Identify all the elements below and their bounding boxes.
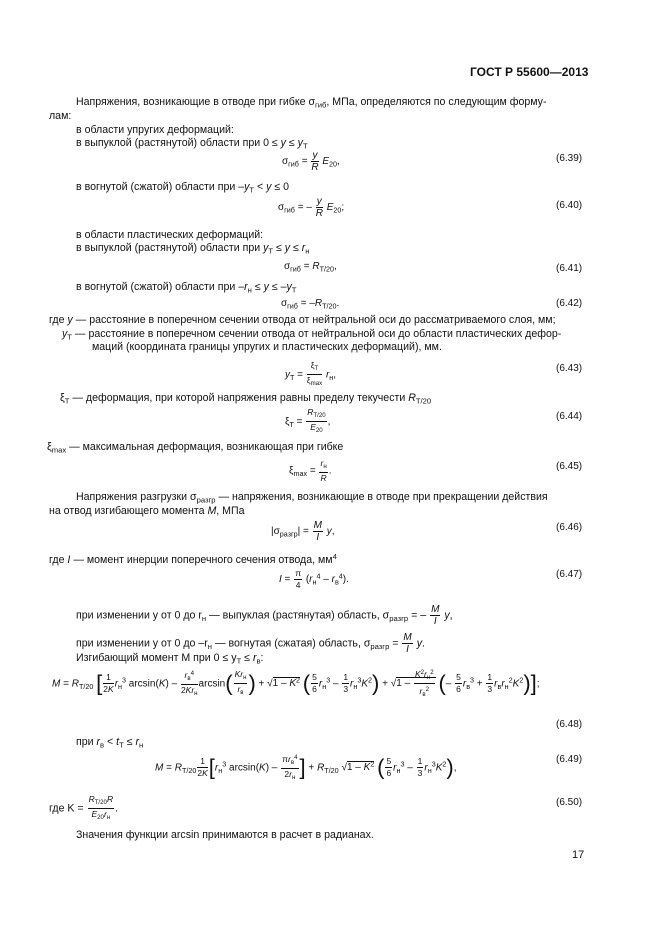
eq-number-6-48: (6.48)	[556, 719, 583, 730]
formula-6-41: $\sigma_{гиб} = R_{Т/20}$,	[284, 261, 337, 274]
elastic-heading: в области упругих деформаций:	[76, 124, 234, 136]
formula-6-46: $|\sigma_{разгр}|$ = $\frac{M}{I}$ y,	[271, 520, 335, 543]
eq-number-6-42: (6.42)	[556, 298, 583, 309]
formula-6-48: $M = R_{Т/20}$ [ $\frac{1}{2K}$ $r_н^3$ arcsin(K) – $\frac{r_в^4}{2Kr_н}$ arcsin( $\frac{Kr_н}{r_в}$ ) + $√1 - K^2$ ( $\frac{5}{6}$ $r_н^3$ – $\frac{1}{3}$ $r_н^3K^2) + √1$ – $\frac{K^2r_н^2}{r_в^2}$ (– $\frac{5}{6}$ $r_в^3$ + $\frac{1}{3}$ $r_вr_н^2K^2$)];	[52, 669, 540, 699]
eq-number-6-45: (6.45)	[556, 461, 583, 472]
def-inertia: где I — момент инерции поперечного сечения отвода, $мм^4$	[49, 552, 337, 566]
eq-number-6-41: (6.41)	[556, 263, 583, 274]
convex-plastic-text: в выпуклой (растянутой) области при $y_Т \le y \le r_н$	[76, 242, 310, 256]
plastic-heading: в области пластических деформаций:	[76, 229, 264, 241]
eq-number-6-39: (6.39)	[556, 153, 583, 164]
formula-6-42: $\sigma_{гиб} = -R_{Т/20}$.	[281, 298, 340, 311]
formula-6-43: $y_Т$ = $\frac{\xi_Т}{\xi_{max}}$ $r_н$,	[285, 360, 337, 388]
formula-6-45: $\xi_{max}$ = $\frac{r_н}{R}$ .	[289, 458, 332, 484]
def-yT-line-1: $y_Т$ — расстояние в поперечном сечении отвода от нейтральной оси до области пластических дефор-	[62, 328, 562, 342]
eq-number-6-44: (6.44)	[556, 411, 583, 422]
def-xiT: $\xi_Т$ — деформация, при которой напряжения равны пределу текучести $R_{Т/20}$	[60, 392, 432, 406]
eq-number-6-40: (6.40)	[556, 200, 583, 211]
closing-text: Значения функции arcsin принимаются в расчет в радианах.	[76, 829, 374, 841]
when-condition: при $r_в < t_Т \le r_н$	[76, 736, 144, 750]
formula-6-39: $\sigma_{гиб}$ = $\frac{y}{R}$ $E_{20}$,	[282, 150, 340, 173]
def-yT-line-2: маций (координата границы упругих и пластических деформаций), мм.	[92, 341, 442, 353]
eq-number-6-50: (6.50)	[556, 797, 583, 808]
eq-number-6-43: (6.43)	[556, 363, 583, 374]
eq-number-6-47: (6.47)	[556, 569, 583, 580]
page-number: 17	[572, 849, 585, 861]
formula-6-49: $M = R_{Т/20}$ $\frac{1}{2K}$ [$r_н^3$ arcsin(K) – $\frac{\pi r_в^4}{2r_н}$ ] + $R_{Т/20}$ $√1 - K^2$ ( $\frac{5}{6}$ $r_н^3$ – $\frac{1}{3}$ $r_н^3K^2$),	[155, 754, 457, 782]
case-concave: при изменении y от 0 до $-r_н$ — вогнутая (сжатая) область, $\sigma_{разгр}$ = $\frac{M}{I}$ y.	[76, 632, 425, 655]
intro-line-1: Напряжения, возникающие в отводе при гибке $\sigma_{гиб}$, МПа, определяются по следующим форму-	[76, 96, 547, 110]
concave-plastic-text: в вогнутой (сжатой) области при $-r_н \le y \le -y_Т$	[76, 281, 297, 295]
def-ximax: $\xi_{max}$ — максимальная деформация, возникающая при гибке	[47, 441, 344, 455]
eq-number-6-46: (6.46)	[556, 522, 583, 533]
case-convex: при изменении y от 0 до $r_н$ — выпуклая (растянутая) область, $\sigma_{разгр}$ = – $\frac{M}{I}$ y,	[76, 604, 453, 627]
formula-6-40: $\sigma_{гиб}$ = – $\frac{y}{R}$ $E_{20}$;	[278, 196, 345, 219]
formula-6-44: $\xi_Т$ = $\frac{R_{Т/20}}{E_{20}}$ ,	[285, 407, 331, 435]
intro-line-2: лам:	[49, 110, 72, 122]
eq-number-6-49: (6.49)	[556, 754, 583, 765]
unloading-line-1: Напряжения разгрузки $\sigma_{разгр}$ — напряжения, возникающие в отводе при прекращении действия	[76, 491, 548, 505]
def-y: где y — расстояние в поперечном сечении отвода от нейтральной оси до рассматриваемого слоя, мм;	[49, 314, 556, 326]
concave-elastic-text: в вогнутой (сжатой) области при $-y_Т < y \le 0$	[76, 181, 290, 195]
moment-heading: Изгибающий момент M при $0 \le y_Т \le r_в$:	[76, 652, 264, 666]
formula-6-50: где K = $\frac{R_{Т/20}R}{E_{20}r_н}$ .	[49, 794, 119, 822]
convex-elastic-text: в выпуклой (растянутой) области при $0 \le y \le y_Т$	[76, 137, 308, 151]
document-header: ГОСТ Р 55600—2013	[470, 65, 589, 79]
formula-6-47: I = $\frac{\pi}{4}$ $(r_н^4 - r_в^4)$.	[279, 568, 349, 590]
unloading-line-2: на отвод изгибающего момента M, МПа	[49, 505, 245, 517]
